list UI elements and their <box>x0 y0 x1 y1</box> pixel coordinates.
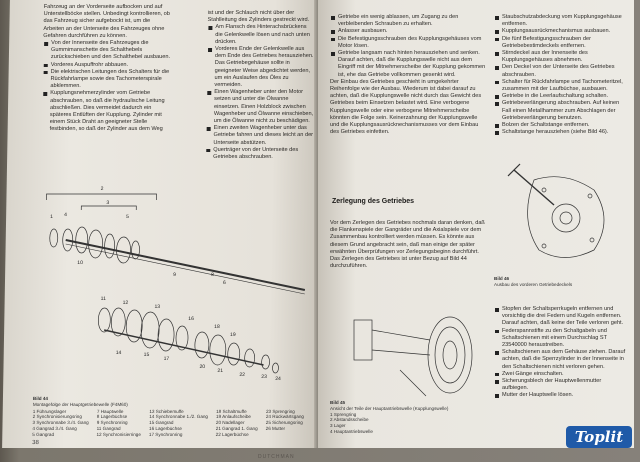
part-label: 4 <box>64 212 67 218</box>
caption-item: 23 Sprengring <box>265 408 295 414</box>
paragraph: Die Befestigungsschrauben des Kupplungsgehäuses vom Motor lösen. <box>330 36 488 50</box>
caption-item: 2 Synchronisierungsring <box>32 414 82 420</box>
part-label: 24 <box>275 376 281 382</box>
caption-item: 12 Synchronisierringe <box>96 431 141 437</box>
part-label: 2 <box>100 186 104 192</box>
part-label: 22 <box>239 372 245 378</box>
caption-item: 13 Schiebemuffe <box>149 408 184 414</box>
page-number: 38 <box>32 440 39 446</box>
part-label: 10 <box>77 260 83 266</box>
paragraph: Einen Wagenheber unter den Motor setzen und unter die Ölwanne einsetzen. Einen Holzblock zwischen Wagenheber und Ölwanne einschieben, um die Ölwanne nicht zu beschädigen. <box>206 89 315 125</box>
paragraph: Querträger von der Unterseite des Getriebes abschrauben. <box>205 147 313 161</box>
main-drive-shaft-figure <box>340 300 490 400</box>
paragraph: Schaltschienen aus dem Gehäuse ziehen. Darauf achten, daß die Sperrzylinder in der Innenseite in den Schaltschienen nicht verloren gehen. <box>494 349 626 371</box>
paragraph: Fahrzeug an der Vorderseite aufbocken und auf Unterstellböcke stellen. Unbedingt kontrollieren, ob das Fahrzeug sicher aufgebockt ist, um die Arbeiten an der Unterseite des Fahrzeuges ohne Gefahren durchführen zu können. <box>43 4 170 39</box>
part-label: 19 <box>230 332 236 338</box>
caption-item: 22 Lagerbüchse <box>215 431 249 437</box>
part-label: 17 <box>163 356 170 362</box>
section-heading: Zerlegung des Getriebes <box>332 198 415 205</box>
caption-item: 14 Synchronnabe 1./2. Gang <box>149 414 209 420</box>
caption-item: 3 Synchronnabe 3./4. Gang <box>32 420 89 426</box>
part-label: 6 <box>222 280 226 286</box>
caption-column <box>266 409 305 438</box>
part-label: 5 <box>126 214 129 220</box>
right-page <box>318 0 634 448</box>
paragraph: Stirndeckel aus der Innenseite des Kupplungsgehäuses abnehmen. <box>494 50 626 64</box>
left-page <box>2 0 322 448</box>
paragraph: Vorderes Ende der Gelenkwelle aus dem Ende des Getriebes herausziehen. Das Getriebegehäuse sollte in geeigneter Weise abgedichtet werden, um ein Auslaufen des Öles zu vermeiden. <box>206 46 315 89</box>
caption-item: 7 Hauptwelle <box>96 408 124 414</box>
caption-item: 21 Gangrad 1. Gang <box>215 425 258 431</box>
part-label: 18 <box>214 324 220 330</box>
caption-item: 18 Schaltmuffe <box>216 408 247 414</box>
toplit-logo: Toplit <box>566 426 632 448</box>
paragraph: Die fünf Befestigungsschrauben der Getriebebestimdeckels entfernen. <box>494 36 626 50</box>
paragraph: Den Deckel von der Unterseite des Getriebes abschrauben. <box>494 64 626 78</box>
caption-item: 9 Synchronring <box>96 420 128 426</box>
paragraph: Zwei Gänge einschalten. <box>494 371 626 378</box>
caption-item: 8 Lagerbüchse <box>96 414 128 420</box>
paragraph: Staubschutzabdeckung vom Kupplungsgehäuse entfernen. <box>494 14 626 28</box>
caption-item: 17 Synchronring <box>148 431 183 437</box>
part-label: 15 <box>143 352 150 358</box>
part-label: 21 <box>217 368 224 374</box>
caption-column <box>149 409 208 438</box>
figure-44-caption: Bild 44 Montagefolge der Hauptgetriebewelle (F4M60) 1 Führungslager 2 Synchronisierungsring 3 Synchronnabe 3./4. Gang 4 Gangrad 3./4. Gang 5 Gangrad 7 Hauptwelle 8 Lagerbüchse 9 Synchronring 11 Gangrad 12 Synchronisierringe 13 Schiebemuffe 14 Synchronnabe 1./2. Gang 15 Gangrad 16 Lagerbüchse 17 Synchronring 18 Schaltmuffe 19 Anlaufscheibe 20 Nadellager 21 Gangrad 1. Gang 22 Lagerbüchse 23 Sprengring 24 Rückwärtsgang 25 Sicherungsring 26 Mutter <box>32 396 304 437</box>
caption-item: 15 Gangrad <box>149 420 174 426</box>
watermark: DUTCHMAN <box>258 454 295 460</box>
paragraph: Stopfen der Schaltsperrkugeln entfernen und vorsichtig die drei Federn und Kugeln entfernen. Darauf achten, daß keine der Teile verloren geht. <box>494 306 626 328</box>
right-col3 <box>494 306 626 400</box>
paragraph: Schalter für Rückfahrlampe und Tachometeritzel, zusammen mit der Laufbüchse, ausbauen. <box>494 79 626 93</box>
caption-item: 2 Abstandsscheibe <box>330 417 369 423</box>
caption-item: 20 Nadellager <box>215 420 245 426</box>
paragraph: Der Einbau des Getriebes geschieht in umgekehrter Reihenfolge wie der Ausbau. Wiederum ist dabei darauf zu achten, daß die Kupplungswelle nicht durch das Gewicht des Getriebes beim Einsetzen belastet wird. Eine verbogene Kupplungswelle oder eine verbogene Mitnehmerscheibe könnten die Folge sein. Keinerzahnung der Kupplungswelle und die Kupplungsausrücknechanismusses vor dem Einbau des Getriebes einfetten. <box>330 78 482 136</box>
caption-column <box>32 409 89 438</box>
paragraph: Vorderes Auspuffrohr abbauen. <box>43 62 171 69</box>
right-col1 <box>330 14 488 136</box>
paragraph: Getriebe ein wenig ablassen, um Zugang zu den verbleibenden Schrauben zu erhalten. <box>330 14 488 28</box>
part-label: 12 <box>122 300 129 306</box>
paragraph: Am Flansch des Hinterachsbrückens die Gelenkwelle lösen und nach unten drücken. <box>207 24 315 46</box>
caption-item: 5 Gangrad <box>32 431 55 437</box>
paragraph: Anlasser ausbauen. <box>330 28 488 35</box>
caption-item: 25 Sicherungsring <box>265 420 303 426</box>
paragraph: Getriebe langsam nach hinten herausziehen und senken. Darauf achten, daß die Kupplungswelle nicht aus dem Eingriff mit der Mitnehmerscheibe der Kupplung gekommen ist, ehe das Getriebe vollkommen gesenkt wird. <box>330 50 488 79</box>
paragraph: Sicherungsblech der Hauptwellenmutter aufbiegen. <box>494 378 626 392</box>
caption-item: 1 Sprengring <box>330 411 357 417</box>
right-col2 <box>494 14 626 136</box>
paragraph: Schaltstange herausziehen (siehe Bild 46). <box>494 129 626 136</box>
paragraph: Bolzen der Schaltstange entfernen. <box>494 122 626 129</box>
figure-45-caption: Bild 45 Ansicht der Teile der Hauptantriebswelle (Kupplungswelle) 1 Sprengring 2 Abstandsscheibe 3 Lager 4 Hauptantriebswelle <box>330 400 490 435</box>
left-col2 <box>205 10 316 161</box>
part-label: 9 <box>173 272 176 278</box>
caption-item: 1 Führungslager <box>32 408 67 414</box>
caption-item: 4 Gangrad 3./4. Gang <box>32 425 77 431</box>
front-cover-removal-figure <box>494 150 624 270</box>
part-label: 1 <box>50 214 53 220</box>
paragraph: Die elektrischen Leitungen des Schalters für die Rückfahrlampe sowie des Tachometerspirale abklemmen. <box>42 69 170 91</box>
part-label: 3 <box>106 200 110 206</box>
paragraph: Einen zweiten Wagenheber unter das Getriebe fahren und dieses leicht an der Unterseite abstützen. <box>205 125 313 147</box>
caption-item: 19 Anlaufscheibe <box>215 414 252 420</box>
part-label: 13 <box>154 304 161 310</box>
paragraph: Mutter der Hauptwelle lösen. <box>494 392 626 399</box>
paragraph: Getriebe in die Leerlaufschaltung schalten. <box>494 93 626 100</box>
caption-item: 3 Lager <box>330 423 346 429</box>
caption-item: 16 Lagerbüchse <box>149 425 183 431</box>
part-label: 20 <box>199 364 206 370</box>
caption-item: 26 Mutter <box>265 425 286 431</box>
gearbox-exploded-diagram <box>3 180 319 400</box>
paragraph: Von der Innenseite des Fahrzeuges die Gummimanschette des Schalthebels zurückschieben und den Schalthebel ausbauen. <box>43 40 171 62</box>
paragraph: Kupplungsnehmerzylinder vom Getriebe abschrauben, so daß die hydraulische Leitung abschließen. Dies vermeidet dadurch ein späteres Entlüften der Kupplung. Zylinder mit einem Stück Draht an geeigneter Stelle festbinden, so daß der Zylinder aus dem Weg <box>42 90 171 133</box>
paragraph: ist und der Schlauch nicht über der Stahlleitung des Zylinders gestreckt wird. <box>207 10 310 24</box>
part-label: 16 <box>188 316 194 322</box>
part-label: 8 <box>211 272 214 278</box>
paragraph: Federspannstifte zu den Schaltgabeln und Schaltschienen mit einem Durchschlag ST 23540000 heraustreiben. <box>494 328 626 350</box>
caption-column <box>216 409 258 438</box>
part-label: 14 <box>115 350 122 356</box>
paragraph: Getriebeverlängerung abschrauben. Auf keinen Fall einen Metallhammer zum Abschlagen der Getriebeverlängerung benutzen. <box>494 100 626 122</box>
figure-46-caption: Bild 46 Ausbau des vorderen Getriebedeckels <box>494 276 573 287</box>
caption-item: 24 Rückwärtsgang <box>265 414 304 420</box>
section-text: Vor dem Zerlegen des Getriebes nochmals daran denken, daß die Flankenspiele der Gangräder und die Axialspiele vor dem Zusammenbau kontrolliert werden müssen. Es könnte aus diesem Grund angebracht sein, daß man einige der später erwähnten Überprüfungen vor Zerlegungsbeginn durchführt. Das Zerlegen des Getriebes ist unter Bezug auf Bild 44 durchzuführen. <box>330 220 485 270</box>
caption-column <box>96 409 141 438</box>
paragraph: Kupplungsausrückmechanismus ausbauen. <box>494 28 626 35</box>
caption-item: 11 Gangrad <box>96 425 121 431</box>
caption-item: 4 Hauptantriebswelle <box>330 428 373 434</box>
part-label: 23 <box>261 374 267 380</box>
left-col1 <box>42 4 172 134</box>
part-label: 11 <box>100 296 106 302</box>
